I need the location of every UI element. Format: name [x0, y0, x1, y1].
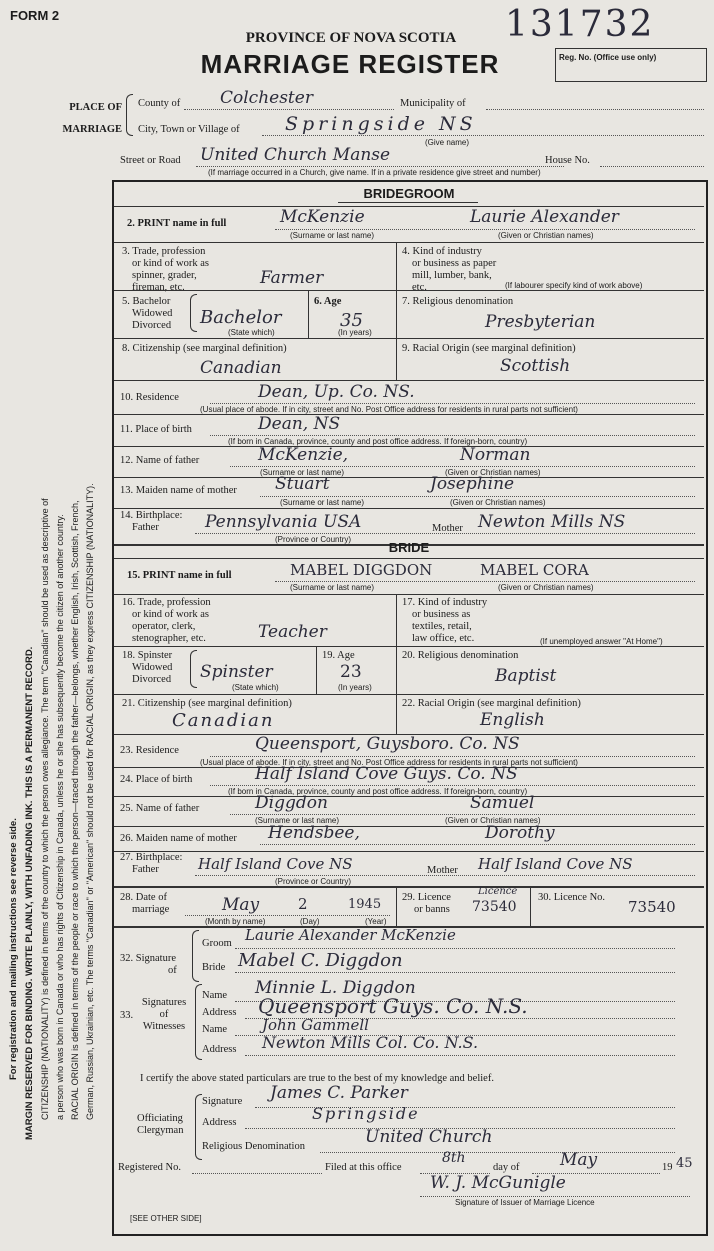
divider	[308, 290, 309, 338]
bride-in-years: (In years)	[338, 683, 372, 692]
groom-father-birthplace: Pennsylvania USA	[205, 512, 362, 532]
city-label: City, Town or Village of	[138, 124, 240, 135]
rule	[114, 826, 704, 827]
bride-heading: BRIDE	[388, 540, 430, 555]
groom-name-label-text: 2. PRINT name in full	[127, 218, 227, 229]
father-given-note: (Given or Christian names)	[445, 468, 541, 477]
clergy-religion-line	[320, 1152, 675, 1153]
groom-age: 35	[340, 310, 363, 331]
groom-birthplace: Dean, NS	[258, 414, 341, 434]
bride-parents-birthplace-label-2: Father	[132, 864, 159, 875]
groom-citizenship-label: 8. Citizenship (see marginal definition)	[122, 343, 287, 354]
groom-signature: Laurie Alexander McKenzie	[245, 926, 456, 944]
clergy-brace	[195, 1094, 202, 1160]
bride-residence-line	[210, 756, 695, 757]
groom-birthplace-label: 11. Place of birth	[120, 424, 192, 435]
divider	[396, 290, 397, 338]
bride-industry-label-1: 17. Kind of industry	[402, 597, 488, 608]
bride-given-note: (Given or Christian names)	[498, 583, 594, 592]
bride-trade-label-4: stenographer, etc.	[132, 633, 206, 644]
margin-citizenship-definition: CITIZENSHIP (NATIONALITY) is defined in terms of the country to which the person owes allegiance. The term "Canadian" should be used as descriptive of	[40, 498, 50, 1120]
groom-trade-label	[122, 246, 209, 294]
signature-brace	[192, 930, 199, 982]
bride-trade-label-1: 16. Trade, profession	[122, 597, 211, 608]
bride-trade: Teacher	[258, 622, 327, 642]
w1-name-label: Name	[202, 990, 228, 1001]
groom-status-label-1: 5. Bachelor	[122, 296, 171, 307]
groom-status: Bachelor	[200, 307, 282, 328]
groom-father-surname: McKenzie,	[258, 445, 349, 465]
rule	[114, 290, 704, 291]
divider	[530, 886, 531, 926]
signature-of-label-1: 32. Signature	[120, 953, 176, 964]
groom-father-line	[230, 466, 695, 467]
bride-father-label: 25. Name of father	[120, 803, 200, 814]
bride-province-country-note: (Province or Country)	[275, 877, 352, 886]
issuer-line	[420, 1196, 690, 1197]
witnesses-label-3: Witnesses	[142, 1021, 186, 1032]
form-label: FORM 2	[10, 8, 60, 23]
bride-state-which: (State which)	[232, 683, 279, 692]
bride-surname-note: (Surname or last name)	[290, 583, 375, 592]
groom-trade-label-2: or kind of work as	[132, 258, 209, 269]
rule	[114, 796, 704, 797]
page-title: MARRIAGE REGISTER	[200, 49, 500, 79]
rule	[114, 886, 704, 888]
street-label: Street or Road	[120, 155, 181, 166]
filed-year-suffix: 45	[676, 1156, 693, 1171]
groom-in-years: (In years)	[338, 328, 372, 337]
groom-mother-given: Josephine	[430, 474, 515, 494]
registered-no-line	[192, 1173, 322, 1174]
bride-industry-label-4: law office, etc.	[412, 633, 475, 644]
rule	[114, 508, 704, 509]
see-other-side: [SEE OTHER SIDE]	[130, 1214, 202, 1223]
w2-name: John Gammell	[262, 1016, 369, 1034]
bride-mother-birthplace: Half Island Cove NS	[478, 855, 633, 873]
groom-mother-birth-label: Mother	[432, 523, 463, 534]
marriage-date-label-2: marriage	[132, 904, 170, 915]
bride-status-label	[122, 650, 172, 686]
day-note: (Day)	[300, 917, 320, 926]
w2-name-label: Name	[202, 1024, 228, 1035]
groom-trade-label-1: 3. Trade, profession	[122, 246, 206, 257]
month-note: (Month by name)	[205, 917, 266, 926]
groom-mother-label: 13. Maiden name of mother	[120, 485, 237, 496]
give-name-note: (Give name)	[425, 138, 470, 147]
w2-address-line	[245, 1055, 675, 1056]
status-brace	[190, 294, 197, 332]
rule	[114, 338, 704, 339]
licence-banns-label-1: 29. Licence	[402, 892, 451, 903]
groom-mother-line	[260, 496, 695, 497]
filed-year-prefix: 19	[662, 1162, 673, 1173]
groom-industry-note: (If labourer specify kind of work above)	[505, 281, 643, 290]
groom-trade-label-3: spinner, grader,	[132, 270, 197, 281]
witnesses-label-2: of	[159, 1009, 169, 1020]
bride-surname: MABEL DIGGDON	[290, 561, 433, 579]
bride-birthplace-label: 24. Place of birth	[120, 774, 193, 785]
groom-parents-birthplace-label-2: Father	[132, 522, 159, 533]
bride-residence: Queensport, Guysboro. Co. NS	[255, 734, 520, 754]
filed-label: Filed at this office	[325, 1162, 402, 1173]
bride-residence-note: (Usual place of abode. If in city, street and No. Post Office address for residents in rural parts not sufficient)	[200, 758, 578, 767]
margin-racial-definition: RACIAL ORIGIN is defined in terms of the people or race to which the person—traced through the father—belongs, whether English, Irish, Scottish, French,	[70, 500, 80, 1120]
bride-mother-surname: Hendsbee,	[268, 823, 360, 843]
bride-status-label-2: Widowed	[132, 662, 173, 673]
marriage-date-label-1: 28. Date of	[120, 892, 167, 903]
bridegroom-heading: BRIDEGROOM	[363, 186, 455, 201]
divider	[396, 646, 397, 694]
clergy-signature-label: Signature	[202, 1096, 243, 1107]
licence-banns-label	[402, 892, 451, 916]
bride-religion: Baptist	[495, 666, 557, 686]
groom-citizenship: Canadian	[200, 358, 282, 378]
bride-mother-line	[260, 844, 695, 845]
year-note: (Year)	[365, 917, 387, 926]
bride-signature: Mabel C. Diggdon	[238, 950, 403, 971]
father-surname-note: (Surname or last name)	[260, 468, 345, 477]
clergy-address-label: Address	[202, 1117, 237, 1128]
certify-text: I certify the above stated particulars are true to the best of my knowledge and belief.	[140, 1073, 494, 1084]
w1-address-label: Address	[202, 1007, 237, 1018]
groom-father-label: 12. Name of father	[120, 455, 200, 466]
witnesses-brace	[195, 984, 202, 1060]
bride-age-label: 19. Age	[322, 650, 355, 661]
issuer-label: Signature of Issuer of Marriage Licence	[455, 1198, 595, 1207]
bride-name-label-text: 15. PRINT name in full	[127, 570, 232, 581]
groom-mother-surname: Stuart	[275, 474, 330, 494]
bride-racial-label: 22. Racial Origin (see marginal definition)	[402, 698, 581, 709]
signature-of-label	[120, 953, 177, 977]
province-heading: PROVINCE OF NOVA SCOTIA	[245, 30, 457, 46]
groom-trade-label-4: fireman, etc.	[132, 282, 185, 293]
groom-sig-label: Groom	[202, 938, 232, 949]
house-no-line	[600, 166, 704, 167]
bride-religion-label: 20. Religious denomination	[402, 650, 519, 661]
groom-given: Laurie Alexander	[470, 207, 619, 227]
witnesses-label	[137, 997, 191, 1033]
groom-age-label: 6. Age	[314, 296, 342, 307]
day-of-label: day of	[493, 1162, 520, 1173]
rule	[114, 558, 704, 559]
divider	[396, 694, 397, 734]
bride-status-label-1: 18. Spinster	[122, 650, 173, 661]
street-value: United Church Manse	[200, 145, 391, 165]
province-country-note: (Province or Country)	[275, 535, 352, 544]
signature-of-label-2: of	[168, 965, 177, 976]
mother-surname-note: (Surname or last name)	[280, 498, 365, 507]
city-line	[262, 135, 704, 136]
bride-father-surname-note: (Surname or last name)	[255, 816, 340, 825]
clergy-religion-label: Religious Denomination	[202, 1141, 305, 1152]
groom-status-label-3: Divorced	[132, 320, 172, 331]
marriage-month: May	[222, 895, 260, 915]
clergy-label-2: Clergyman	[137, 1125, 184, 1136]
licence-29-value: 73540	[472, 899, 517, 915]
groom-industry-label-4: etc.	[412, 282, 427, 293]
groom-surname-note: (Surname or last name)	[290, 231, 375, 240]
w1-name: Minnie L. Diggdon	[255, 978, 416, 998]
bride-industry-label	[402, 597, 487, 645]
groom-name-line	[275, 229, 695, 230]
witnesses-label-1: Signatures	[141, 997, 187, 1008]
registered-no-label: Registered No.	[118, 1162, 181, 1173]
clergy-label-1: Officiating	[137, 1113, 183, 1124]
reg-no-box	[555, 48, 707, 82]
rule	[114, 594, 704, 595]
marriage-year: 1945	[348, 897, 382, 912]
bride-birthplace-note: (If born in Canada, province, county and post office address. If foreign-born, country)	[228, 787, 528, 796]
margin-binding-note: MARGIN RESERVED FOR BINDING. WRITE PLAINLY, WITH UNFADING INK. THIS IS A PERMANENT RECORD.	[24, 646, 35, 1140]
bride-father-given-note: (Given or Christian names)	[445, 816, 541, 825]
bride-citizenship: Canadian	[172, 710, 275, 731]
bride-parents-birthplace-label-1: 27. Birthplace:	[120, 852, 183, 863]
street-note: (If marriage occurred in a Church, give name. If in a private residence give street and number)	[208, 168, 541, 177]
groom-given-note: (Given or Christian names)	[498, 231, 594, 240]
clergy-signature: James C. Parker	[270, 1083, 408, 1103]
divider	[396, 886, 397, 926]
bride-birthplace: Half Island Cove Guys. Co. NS	[255, 764, 518, 784]
licence-30-value: 73540	[628, 898, 676, 916]
licence-no-label: 30. Licence No.	[538, 892, 606, 903]
divider	[396, 242, 397, 290]
house-no-label: House No.	[545, 155, 590, 166]
bride-birthplace-line	[210, 785, 695, 786]
reg-no-box-label: Reg. No. (Office use only)	[559, 53, 657, 62]
clergy-label	[137, 1113, 183, 1137]
bride-trade-label	[122, 597, 211, 645]
bride-industry-label-3: textiles, retail,	[412, 621, 472, 632]
mother-given-note: (Given or Christian names)	[450, 498, 546, 507]
groom-trade: Farmer	[260, 268, 324, 288]
bride-status-label-3: Divorced	[132, 674, 172, 685]
handwritten-reg-number: 131732	[505, 4, 655, 45]
bride-industry-note: (If unemployed answer "At Home")	[540, 637, 663, 646]
groom-surname: McKenzie	[280, 207, 365, 227]
groom-residence-note: (Usual place of abode. If in city, street and No. Post Office address for residents in rural parts not sufficient)	[200, 405, 578, 414]
bride-age: 23	[340, 662, 362, 682]
clergy-address: Springside	[312, 1104, 420, 1123]
groom-status-label-2: Widowed	[132, 308, 173, 319]
groom-mother-birthplace: Newton Mills NS	[478, 512, 626, 532]
w2-address-label: Address	[202, 1044, 237, 1055]
bride-sig-label: Bride	[202, 962, 226, 973]
rule	[114, 446, 704, 447]
place-of-marriage-label: PLACE OF MARRIAGE	[62, 102, 122, 135]
rule	[114, 380, 704, 381]
bride-residence-label: 23. Residence	[120, 745, 179, 756]
groom-industry-label-2: or business as paper	[412, 258, 497, 269]
rule	[114, 646, 704, 647]
city-value: Springside NS	[285, 113, 477, 135]
bride-father-given: Samuel	[470, 793, 535, 813]
place-brace	[126, 94, 133, 136]
rule	[114, 851, 704, 852]
groom-residence-label: 10. Residence	[120, 392, 179, 403]
groom-industry-label	[402, 246, 496, 294]
bride-parents-birthplace-label	[120, 852, 182, 876]
marriage-date-line	[185, 915, 390, 916]
bridegroom-underline	[338, 202, 478, 203]
divider	[316, 646, 317, 694]
clergy-religion: United Church	[365, 1127, 493, 1147]
groom-parents-birthplace-label	[120, 510, 182, 534]
bride-status-brace	[190, 650, 197, 688]
groom-father-given: Norman	[460, 445, 531, 465]
groom-birthplace-note: (If born in Canada, province, county and post office address. If foreign-born, country)	[228, 437, 528, 446]
groom-racial: Scottish	[500, 356, 571, 376]
bride-father-birthplace: Half Island Cove NS	[198, 855, 353, 873]
filed-day: 8th	[442, 1150, 466, 1166]
groom-religion-label: 7. Religious denomination	[402, 296, 514, 307]
witnesses-number: 33.	[120, 1010, 134, 1021]
groom-status-label	[122, 296, 172, 332]
bride-name-line	[275, 581, 695, 582]
rule	[114, 477, 704, 478]
county-line	[184, 109, 394, 110]
groom-industry-label-1: 4. Kind of industry	[402, 246, 482, 257]
bride-sig-line	[235, 972, 675, 973]
groom-sig-line	[235, 948, 675, 949]
bride-father-surname: Diggdon	[255, 793, 328, 813]
municipality-label: Municipality of	[400, 98, 466, 109]
margin-citizenship-definition-2: a person who was born in Canada or who has rights of Citizenship in Canada, unless he or she has subsequently become the citizen of another country.	[55, 514, 65, 1120]
rule	[114, 414, 704, 415]
divider	[396, 594, 397, 646]
rule	[114, 694, 704, 695]
issuer-signature: W. J. McGunigle	[430, 1173, 566, 1193]
bride-given: MABEL CORA	[480, 561, 589, 579]
rule	[114, 242, 704, 243]
bride-industry-label-2: or business as	[412, 609, 471, 620]
marriage-date-label	[120, 892, 169, 916]
bride-mother-given: Dorothy	[485, 823, 555, 843]
bride-citizenship-label: 21. Citizenship (see marginal definition)	[122, 698, 292, 709]
groom-birthplace-line	[210, 435, 695, 436]
county-label: County of	[138, 98, 181, 109]
groom-parents-birthplace-label-1: 14. Birthplace:	[120, 510, 183, 521]
w1-address: Queensport Guys. Co. N.S.	[258, 994, 528, 1018]
margin-instructions: For registration and mailing instructions see reverse side.	[8, 818, 19, 1080]
bride-trade-label-3: operator, clerk,	[132, 621, 196, 632]
bride-name-label	[127, 570, 232, 582]
groom-state-which: (State which)	[228, 328, 275, 337]
margin-racial-definition-2: German, Russian, Ukrainian, etc. The terms "Canadian" or "American" should not be used for RACIAL ORIGIN, as they express CITIZENSHIP (NATIONALITY).	[85, 483, 95, 1120]
county-value: Colchester	[220, 88, 313, 108]
groom-residence: Dean, Up. Co. NS.	[258, 382, 415, 402]
bride-trade-label-2: or kind of work as	[132, 609, 209, 620]
groom-racial-label: 9. Racial Origin (see marginal definition)	[402, 343, 576, 354]
municipality-line	[486, 109, 704, 110]
groom-religion: Presbyterian	[485, 312, 596, 332]
licence-banns-label-2: or banns	[414, 904, 450, 915]
groom-industry-label-3: mill, lumber, bank,	[412, 270, 492, 281]
marriage-day: 2	[298, 895, 308, 913]
filed-month: May	[560, 1150, 598, 1170]
licence-word: Licence	[478, 886, 518, 897]
groom-name-label	[127, 218, 226, 230]
groom-residence-line	[210, 403, 695, 404]
bride-status: Spinster	[200, 662, 273, 682]
street-line	[196, 166, 564, 167]
divider	[396, 338, 397, 380]
bride-mother-label: 26. Maiden name of mother	[120, 833, 237, 844]
w2-address: Newton Mills Col. Co. N.S.	[262, 1033, 479, 1052]
bride-mother-birth-label: Mother	[427, 865, 458, 876]
bride-father-line	[230, 814, 695, 815]
bride-racial: English	[480, 710, 545, 730]
